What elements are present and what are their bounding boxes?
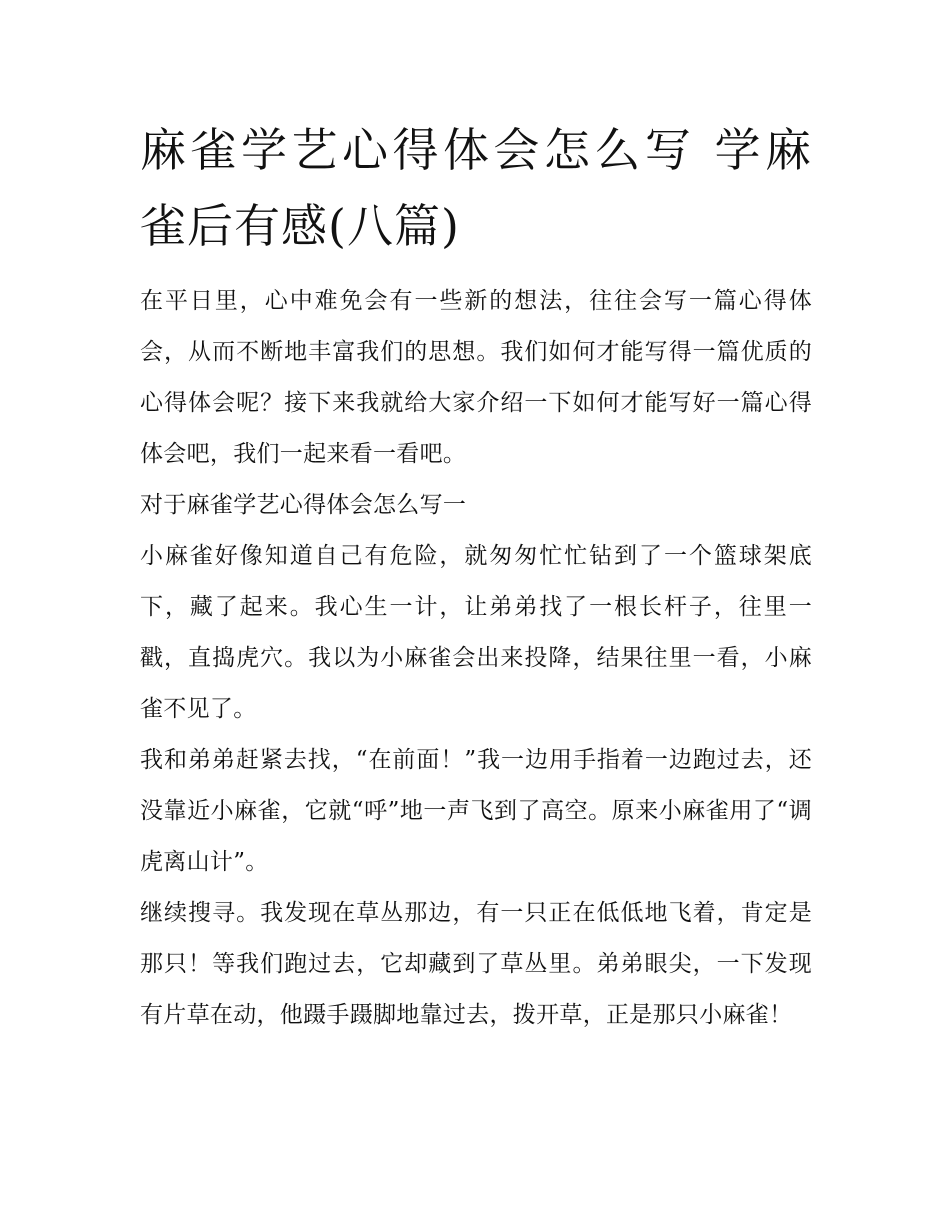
document-body bbox=[140, 276, 812, 1041]
document-content bbox=[140, 112, 812, 1041]
intro-paragraph: 在平日里，心中难免会有一些新的想法，往往会写一篇心得体会，从而不断地丰富我们的思想。我们如何才能写得一篇优质的心得体会呢？接下来我就给大家介绍一下如何才能写好一篇心得体会吧，我们一起来看一看吧。 bbox=[140, 288, 812, 467]
body-paragraph: 继续搜寻。我发现在草丛那边，有一只正在低低地飞着，肯定是那只！等我们跑过去，它却藏到了草丛里。弟弟眼尖，一下发现有片草在动，他蹑手蹑脚地靠过去，拨开草，正是那只小麻雀！ bbox=[140, 900, 812, 1028]
document-title: 麻雀学艺心得体会怎么写 学麻雀后有感(八篇) bbox=[140, 123, 812, 253]
body-paragraph: 小麻雀好像知道自己有危险，就匆匆忙忙钻到了一个篮球架底下，藏了起来。我心生一计，让弟弟找了一根长杆子，往里一戳，直捣虎穴。我以为小麻雀会出来投降，结果往里一看，小麻雀不见了。 bbox=[140, 543, 812, 722]
body-paragraph: 我和弟弟赶紧去找，“在前面！”我一边用手指着一边跑过去，还没靠近小麻雀，它就“呼”地一声飞到了高空。原来小麻雀用了“调虎离山计”。 bbox=[140, 747, 812, 875]
section-heading: 对于麻雀学艺心得体会怎么写一 bbox=[140, 492, 467, 518]
